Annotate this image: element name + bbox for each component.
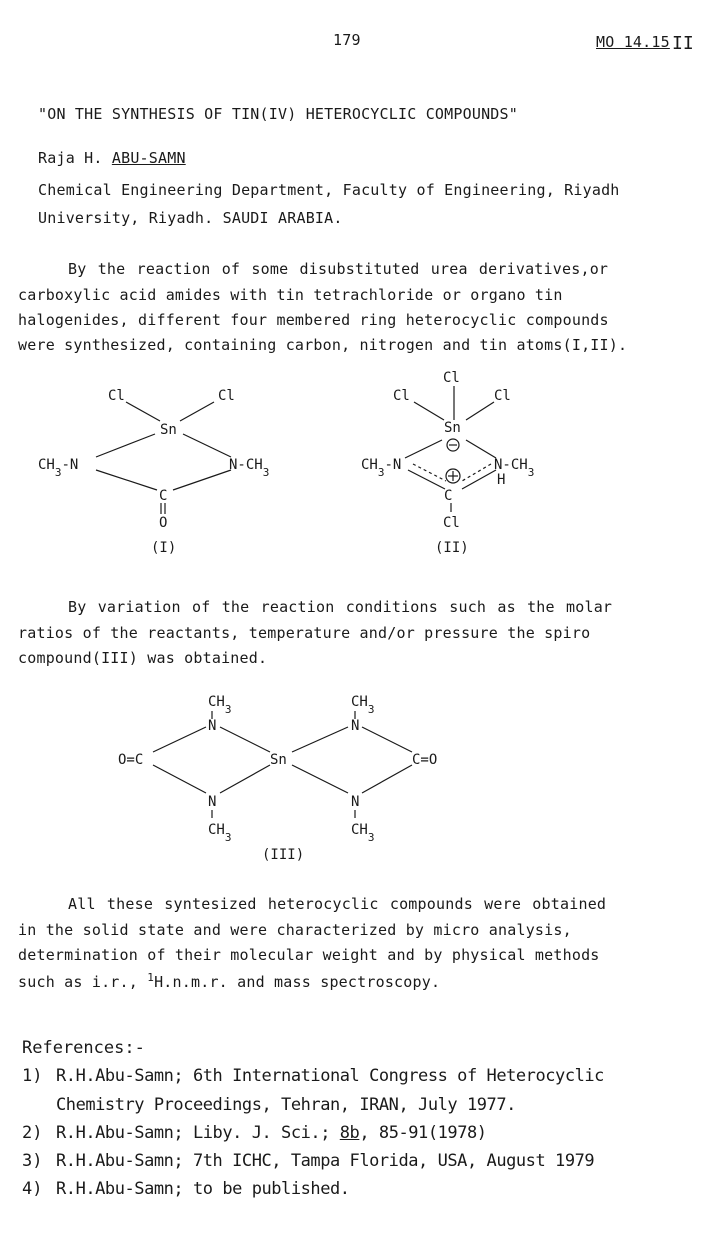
paragraph-3-line-4-post: H.n.m.r. and mass spectroscopy. xyxy=(154,973,441,991)
structure-ii-n-left: $CH_3-N$ xyxy=(361,457,402,479)
paragraph-1-line-3: halogenides, different four membered ring heterocyclic compounds xyxy=(18,311,609,329)
structure-ii-cl-right: Cl xyxy=(494,388,511,404)
paragraph-3-line-2: in the solid state and were characterized by micro analysis, xyxy=(18,921,572,939)
reference-2-post: , 85-91(1978) xyxy=(359,1123,487,1143)
paragraph-2-line-3: compound(III) was obtained. xyxy=(18,649,268,667)
paper-title: "ON THE SYNTHESIS OF TIN(IV) HETEROCYCLIC COMPOUNDS" xyxy=(38,105,518,123)
structure-ii-cl-bottom: Cl xyxy=(443,515,460,531)
paragraph-1-line-1: By the reaction of some disubstituted urea derivatives,or xyxy=(68,260,609,278)
structure-iii-co: C=O xyxy=(412,752,438,768)
reference-2-number: 2) xyxy=(22,1123,43,1143)
paragraph-3-line-4-pre: such as i.r., xyxy=(18,973,148,991)
structure-iii-n-bottom-right: N xyxy=(351,794,360,810)
structure-i-label: (I) xyxy=(151,540,177,556)
structure-ii-sn: Sn xyxy=(444,420,461,436)
reference-4-number: 4) xyxy=(22,1179,43,1199)
structure-i-o: O xyxy=(159,515,168,531)
affiliation-line-1: Chemical Engineering Department, Faculty of Engineering, Riyadh xyxy=(38,181,620,199)
reference-1-number: 1) xyxy=(22,1066,43,1086)
structure-ii-label: (II) xyxy=(435,540,469,556)
document-code: MO 14.15 xyxy=(596,33,670,51)
structure-ii-c: C xyxy=(444,488,453,504)
affiliation-line-2: University, Riyadh. SAUDI ARABIA. xyxy=(38,209,343,227)
structure-iii-sn: Sn xyxy=(270,752,287,768)
structure-i-n-right: $N-CH_3$ xyxy=(229,457,270,479)
paragraph-1-line-2: carboxylic acid amides with tin tetrachloride or organo tin xyxy=(18,286,563,304)
structure-ii-cl-top: Cl xyxy=(443,370,460,386)
reference-3-line-1: R.H.Abu-Samn; 7th ICHC, Tampa Florida, USA, August 1979 xyxy=(56,1151,595,1171)
structure-i-cl-left: Cl xyxy=(108,388,125,404)
paragraph-3-line-1: All these syntesized heterocyclic compounds were obtained xyxy=(68,895,607,913)
structure-iii-ch3-bottom-right: $CH_3$ xyxy=(351,822,375,844)
superscript-1: 1 xyxy=(147,971,155,984)
reference-4-line-1: R.H.Abu-Samn; to be published. xyxy=(56,1179,350,1199)
paragraph-1-line-4: were synthesized, containing carbon, nitrogen and tin atoms(I,II). xyxy=(18,336,628,354)
author-last-name: ABU-SAMN xyxy=(111,149,186,167)
reference-2 xyxy=(56,1123,487,1143)
page-number: 179 xyxy=(333,31,361,49)
structure-i-c: C xyxy=(159,488,168,504)
structure-iii-ch3-top-right: $CH_3$ xyxy=(351,694,375,716)
paragraph-3-line-3: determination of their molecular weight and by physical methods xyxy=(18,946,600,964)
structure-i-sn: Sn xyxy=(160,422,177,438)
structure-i-n-left: $CH_3-N$ xyxy=(38,457,79,479)
structure-ii-cl-left: Cl xyxy=(393,388,410,404)
structure-ii-h: H xyxy=(497,472,506,488)
structure-ii-n-right: $N-CH_3$ xyxy=(494,457,535,479)
structure-iii-n-top-left: N xyxy=(208,718,217,734)
paragraph-2-line-2: ratios of the reactants, temperature and/or pressure the spiro xyxy=(18,624,591,642)
paragraph-2-line-1: By variation of the reaction conditions such as the molar xyxy=(68,598,613,616)
structure-iii-n-bottom-left: N xyxy=(208,794,217,810)
reference-3-number: 3) xyxy=(22,1151,43,1171)
document-code-suffix: II xyxy=(672,33,694,54)
references-heading: References:- xyxy=(22,1038,145,1058)
structure-iii-n-top-right: N xyxy=(351,718,360,734)
structure-iii-oc: O=C xyxy=(118,752,144,768)
reference-2-pre: R.H.Abu-Samn; Liby. J. Sci.; xyxy=(56,1123,340,1143)
reference-1-line-1: R.H.Abu-Samn; 6th International Congress of Heterocyclic xyxy=(56,1066,604,1086)
structure-i-cl-right: Cl xyxy=(218,388,235,404)
author-first-name: Raja H. xyxy=(38,149,112,167)
reference-1-line-2: Chemistry Proceedings, Tehran, IRAN, July 1977. xyxy=(56,1095,516,1115)
structure-iii-ch3-top-left: $CH_3$ xyxy=(208,694,232,716)
reference-2-volume: 8b xyxy=(339,1123,360,1143)
structure-iii-label: (III) xyxy=(262,847,305,863)
paragraph-3-line-4 xyxy=(18,971,440,991)
structure-iii-ch3-bottom-left: $CH_3$ xyxy=(208,822,232,844)
